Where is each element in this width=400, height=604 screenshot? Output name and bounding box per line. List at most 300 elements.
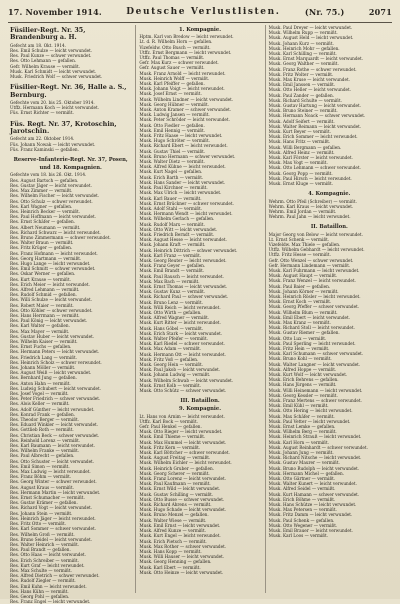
issue-number: (Nr. 75.) [304,7,345,17]
casualty-entry: Gefecht am 18. Okt. 1914. [10,42,66,48]
casualty-entry: Musk. Franz Wenzel — leicht verwundet. [268,278,356,284]
casualty-entry: Wehrm. Otto Pfeil (Schreiber) — vermißt. [268,198,357,204]
casualty-entry: Musk. Heinrich Dittrich — schwer verwundet. [139,247,238,253]
casualty-entry: Musk. Hans Göbel — vermißt. [139,325,204,331]
casualty-entry: Musk. Adolf Seifert — vermißt. [268,118,335,124]
casualty-entry: Res. Emil Schulze — leicht verwundet. [10,48,93,54]
casualty-entry: Musk. Hugo Schröter — vermißt. [139,138,210,144]
casualty-entry: Musk. Ernst Brückner — schwer verwundet. [139,200,234,206]
casualty-entry: Res. Josef Vogel — vermißt. [10,391,69,397]
casualty-entry: Musk. Franz Rothe — schwer verwundet. [268,66,357,72]
casualty-entry: Musk. Emil Brandt — vermißt. [139,268,205,274]
casualty-entry: Musk. Kurt Hamann — schwer verwundet. [268,491,360,497]
section-gap [10,116,131,119]
casualty-entry: Res. Hugo Lange — leicht verwundet. [10,260,91,266]
casualty-entry: Musk. Emil Brauer — leicht verwundet. [268,528,353,534]
casualty-entry: Res. Friedrich Lang — vermißt. [10,354,78,360]
casualty-entry: Musk. Willi Bergmann — gefallen. [268,144,342,150]
casualty-entry: Musk. Paul Baier — gefallen. [268,283,331,289]
casualty-entry: Musk. Otto Heller — leicht verwundet. [268,87,351,93]
casualty-entry: Musk. Richard Ebert — leicht verwundet. [139,143,228,149]
casualty-entry: Musk. Walter Langner — leicht verwundet. [268,361,361,367]
casualty-entry: Musk. Karl Schumann — schwer verwundet. [268,351,364,357]
casualty-entry: Res. Walter Braun — vermißt. [10,240,74,246]
casualty-entry: Lt. Ernst Schenk — vermißt. [268,236,330,242]
section-gap [269,219,390,222]
casualty-entry: Musk. Alfred Seidel — vermißt. [268,486,336,492]
casualty-entry: Vizefeldw. Max Thiele — gefallen. [268,241,341,247]
casualty-entry: Res. Paul Hoffmann — leicht verwundet. [10,214,97,220]
casualty-entry: Utffz. Karl Bock — vermißt. [139,418,198,424]
casualty-entry: Musk. Willi Hauser — leicht verwundet. [139,554,225,560]
casualty-entry: Res. Erich Schreiber — vermißt. [10,557,79,563]
casualty-entry: Res. Otto Schulz — schwer verwundet. [10,198,93,204]
section-gap [269,186,390,189]
casualty-entry: Musk. Richard Paul — schwer verwundet. [139,294,229,300]
casualty-entry: Musk. Hermann Michel — gefallen. [268,470,345,476]
casualty-entry: Musk. Bruno Hermann — schwer verwundet. [139,153,236,159]
casualty-entry: Res. Wilhelm Groß — vermißt. [10,531,75,537]
casualty-entry: Musk. Johann Ludwig — vermißt. [139,372,211,378]
casualty-entry: Musk. Karl Horn — vermißt. [268,439,329,445]
casualty-entry: Res. Walter Heinrich — vermißt. [10,541,80,547]
casualty-entry: Res. Ernst Schumacher — vermißt. [10,495,85,501]
casualty-entry: Res. August Kraus — vermißt. [10,484,74,490]
casualty-entry: Musk. Karl Pfeiffer — gefallen. [139,81,205,87]
casualty-entry: Musk. Alfred Wagner — vermißt. [139,315,210,321]
casualty-entry: Res. Bruno Seidel — leicht verwundet. [10,536,93,542]
casualty-entry: Musk. Franz Mertens — schwer verwundet. [268,398,362,404]
casualty-entry: Gefechte vom 18. bis 26. Okt. 1914. [10,172,87,178]
section-gap [10,79,131,82]
casualty-entry: Res. Eduard Winkler — leicht verwundet. [10,422,99,428]
casualty-entry: Musk. Adolf Stahl — vermißt. [139,205,203,211]
casualty-entry: Gefr. Hermann Lindemann — vermißt. [268,262,351,268]
casualty-entry: Musk. Georg Hein — vermißt. [139,362,204,367]
casualty-entry: Musk. Gustav Thiel — vermißt. [139,148,206,154]
casualty-entry: Res. Paul Kunze — schwer verwundet. [10,53,92,59]
casualty-entry: Musk. Ludwig Jansen — vermißt. [139,112,210,118]
casualty-entry: Musk. Heinrich Mohr — gefallen. [268,45,340,51]
casualty-entry: Musk. Karl Fuhrmann — leicht verwundet. [268,267,360,273]
casualty-entry: Musk. Walter Dietz — vermißt. [139,159,205,165]
casualty-entry: Res. Johann Stein — vermißt. [10,510,73,516]
casualty-entry: Res. Rudolf Schmid — gefallen. [10,292,77,298]
casualty-entry: Musk. Walter Reimann — leicht verwundet. [268,123,362,129]
casualty-entry: Musk. August Haupt — vermißt. [268,273,338,279]
casualty-entry: Res. Richard Vogt — leicht verwundet. [10,505,93,511]
casualty-entry: Musk. Richard Ahrens — vermißt. [139,502,212,508]
casualty-entry: Musk. Johann Kurz — vermißt. [268,40,334,46]
casualty-entry: Musk. Erich Stark — leicht verwundet. [139,330,223,336]
section-heading: 9. Kompagnie. [178,406,221,413]
casualty-entry: Utffz. Paul Thomas — vermißt. [139,55,205,61]
casualty-entry: Musk. Heinrich Strauß — leicht verwundet. [268,434,362,440]
casualty-entry: Musk. Hans Fritz — vermißt. [268,139,331,145]
casualty-entry: Musk. Franz Lorenz — leicht verwundet. [139,476,227,482]
casualty-entry: Res. Franz Böhm — vermißt. [10,474,72,480]
section-heading: II. Bataillon. [310,224,348,231]
casualty-entry: Musk. Friedrich Wolf — schwer verwundet. [10,74,103,80]
casualty-entry: Res. Gustav Jäger — leicht verwundet. [10,182,92,188]
casualty-entry: Musk. Karl Bauer — vermißt. [139,195,202,201]
casualty-entry: Res. Karl Sommer — schwer verwundet. [10,526,96,532]
casualty-entry: Musk. Johann Voigt — leicht verwundet. [139,86,225,92]
page-number: 2071 [368,7,392,17]
casualty-entry: Musk. Willi Heinemann — leicht verwundet. [268,387,363,393]
casualty-entry: Musk. Alfred Hoppe — vermißt. [268,366,337,372]
casualty-entry: Res. Bruno Zimmermann — schwer verwundet. [10,234,111,240]
casualty-entry: Musk. Wilhelm Gerlach — gefallen. [139,216,215,222]
casualty-entry: Musk. Paul Kaufmann — vermißt. [139,481,211,487]
page-header [8,4,392,20]
casualty-entry: Musk. Paul Jakob — leicht verwundet. [139,367,221,373]
casualty-entry: Musk. Gustav Schilling — vermißt. [139,491,214,497]
casualty-entry: Musk. Emil Thieme — vermißt. [139,434,206,440]
casualty-entry: Res. Heinrich Scholz — schwer verwundet. [10,359,102,365]
casualty-entry: Musk. Ernst Marquardt — leicht verwundet. [268,56,363,62]
columns-container [10,25,390,604]
casualty-entry: Musk. Erich Barth — vermißt. [139,174,204,180]
casualty-entry: Musk. Ernst Wild — leicht verwundet. [139,486,221,492]
casualty-entry: Musk. Paul Vetter — leicht verwundet. [268,418,351,424]
casualty-entry: Musk. Fritz Haase — leicht verwundet. [139,133,223,139]
casualty-entry: Musk. Hermann Wendt — leicht verwundet. [139,211,233,217]
casualty-entry: Musk. Max Vogt — vermißt. [268,160,328,166]
casualty-entry: Musk. Hans Kopp — vermißt. [139,548,202,554]
casualty-entry: Musk. Wilhelm Lindner — leicht verwundet. [139,96,234,102]
section-gap [10,152,131,155]
casualty-entry: Musk. Fritz Wolter — vermißt. [268,71,334,77]
casualty-entry: Musk. Willi Reich — leicht verwundet. [139,304,221,310]
casualty-entry: Musk. Kurt Engel — leicht verwundet. [139,533,221,539]
casualty-entry: Utffz. Ernst Bergmann — leicht verwundet. [139,49,232,55]
casualty-entry: Musk. Georg Hübner — vermißt. [139,101,210,107]
casualty-entry: Musk. Erich Böhme — vermißt. [268,496,336,502]
casualty-entry: Musk. Alfred Kühne — leicht verwundet. [139,164,226,170]
casualty-entry: Musk. Paul Hirsch — leicht verwundet. [268,175,352,181]
casualty-entry: Res. Karl Walter — gefallen. [10,323,70,329]
casualty-entry: Musk. Ernst Kluge — vermißt. [268,181,334,187]
casualty-entry: Gefr. August Sauer — vermißt. [139,65,205,71]
casualty-entry: Musk. Johann Körner — vermißt. [268,288,339,294]
casualty-entry: Res. Peter Friedrich — schwer verwundet. [10,396,101,402]
casualty-entry: Musk. Emil Ebert — leicht verwundet. [268,314,350,320]
column-3 [265,25,390,593]
casualty-entry: Res. Fritz Otto — vermißt. [10,521,67,527]
casualty-entry: Musk. Josef Ernst — vermißt. [139,91,202,97]
casualty-entry: Musk. Paul Sperling — leicht verwundet. [268,340,356,346]
column-1 [10,25,131,604]
casualty-entry: Res. Gottlieb Roth — vermißt. [10,427,74,433]
casualty-entry: Musk. Emil Hennig — vermißt. [139,127,206,133]
casualty-entry: Gefechte vom 20. bis 25. Oktober 1914. [10,100,95,106]
casualty-entry: Lt. Hans von Arnim — leicht verwundet. [139,413,225,419]
casualty-entry: Musk. Karl Loos — vermißt. [268,533,329,539]
casualty-entry: Musk. August Freitag — vermißt. [139,455,211,461]
casualty-entry: Vizefeldw. Otto Busch — vermißt. [139,44,211,50]
casualty-entry: Res. Albert Neumann — vermißt. [10,224,81,230]
casualty-entry: Res. Max Ludwig — leicht verwundet. [10,469,91,475]
casualty-entry: Musk. Wilhelm Berg — vermißt. [268,429,337,435]
casualty-entry: Musk. Otto Gärtner — vermißt. [268,476,336,482]
casualty-entry: Musk. Otto Wegener — vermißt. [268,522,338,528]
casualty-entry: Musk. Richard Schulte — vermißt. [268,97,342,103]
section-heading: Reserve-Infanterie-Regt. Nr. 37, Posen, [13,157,128,164]
casualty-entry: Musk. Otto Busse — schwer verwundet. [139,496,225,502]
casualty-entry: Res. Ernst Fuchs — gefallen. [10,344,72,350]
casualty-entry: Musk. Gustav Hartung — leicht verwundet. [268,103,362,109]
casualty-entry: Res. Kurt Krause — vermißt. [10,276,71,282]
issue-date: 17. November 1914. [8,7,102,17]
casualty-entry: Res. Otto Schuster — leicht verwundet. [10,458,95,464]
casualty-entry: Musk. Karl Franz — vermißt. [139,252,202,258]
casualty-entry: Musk. Otto Wirth — gefallen. [139,309,202,315]
section-heading: 1. Kompagnie. [178,27,221,33]
casualty-entry: Musk. Wilhelm Rupp — vermißt. [268,30,338,36]
casualty-entry: Musk. Hermann Ott — leicht verwundet. [139,351,226,357]
casualty-entry: Res. Emil Simon — vermißt. [10,463,70,469]
casualty-entry: Musk. Hugo Schade — leicht verwundet. [139,507,227,513]
casualty-entry: Musk. Alfred Heinz — vermißt. [268,149,335,155]
casualty-entry: Musk. Johann Jung — vermißt. [268,450,334,456]
casualty-entry: Res. Bernhard Jung — gefallen. [10,375,77,381]
casualty-entry: Res. August Weiß — leicht verwundet. [10,370,92,376]
casualty-entry: Musk. Ernst Koch — vermißt. [268,299,332,305]
casualty-entry: Musk. Heinrich Gruber — gefallen. [139,465,214,471]
casualty-entry: Gefr. Max Kurz — schwer verwundet. [139,60,219,66]
casualty-entry: Res. Karl Baumann — leicht verwundet. [10,443,95,449]
casualty-entry: Musk. Walter Wiese — vermißt. [139,517,207,523]
regiment-heading: Füs. Regt. Nr. 37, Krotoschin, Jarotschin. [10,119,117,136]
casualty-entry: Res. Fritz Krüger — gefallen. [10,245,73,251]
casualty-entry: Musk. Georg Scherer — vermißt. [139,470,210,476]
casualty-entry: Lt. d. R. Wilhelm Horn — gefallen. [139,39,213,45]
casualty-entry: Musk. Otto Lux — vermißt. [268,335,327,341]
casualty-entry: Res. Erich Meier — leicht verwundet. [10,281,90,287]
casualty-entry: Musk. August Held — leicht verwundet. [268,35,354,41]
casualty-entry: Res. Franz Engel — leicht verwundet. [10,599,91,604]
casualty-entry: Res. Richard Schwarz — leicht verwundet. [10,229,101,235]
casualty-entry: Res. Reinhold Lorenz — vermißt. [10,437,81,443]
casualty-entry: Res. Otto Köhler — schwer verwundet. [10,307,93,313]
casualty-entry: Musk. Otto Schütz — schwer verwundet. [139,388,227,394]
casualty-entry: Res. Konrad Frank — gefallen. [10,411,76,417]
casualty-entry: Musk. Heinrich Wolff — vermißt. [139,75,210,81]
column-2 [135,25,260,593]
casualty-entry: Res. Hermann Martin — leicht verwundet. [10,489,101,495]
casualty-entry: Musk. Otto Rieger — leicht verwundet. [139,429,223,435]
casualty-entry: Musk. Friedrich Berndt — vermißt. [139,231,215,237]
casualty-entry: Musk. Max Hummel — leicht verwundet. [139,439,227,445]
regiment-heading: Füsilier-Regt. Nr. 35, Brandenburg a. H. [10,26,86,42]
casualty-entry: Musk. Paul Kirchner — vermißt. [139,185,208,191]
casualty-entry: Musk. Wilhelm Schwab — leicht verwundet. [139,377,234,383]
casualty-entry: Musk. Richard Stoll — leicht verwundet. [268,325,355,331]
casualty-entry: Musk. Otto Lehmann — schwer verwundet. [268,165,361,171]
casualty-entry: Musk. Bruno Menzel — gefallen. [139,512,209,518]
casualty-entry: Res. Georg Winter — schwer verwundet. [10,479,97,485]
casualty-entry: Füs. Franz Kaminski — gefallen. [10,146,79,152]
casualty-entry: Musk. Georg Popp — vermißt. [268,170,333,176]
casualty-entry: Musk. Max Kranz — vermißt. [268,319,331,325]
section-heading: III. Bataillon. [180,398,220,405]
casualty-entry: Musk. Otto Fiedler — gefallen. [139,122,205,128]
casualty-entry: Res. Johann Möller — vermißt. [10,365,76,370]
casualty-entry: Res. Kurt Graf — leicht verwundet. [10,562,85,568]
casualty-entry: Res. Otto Haas — leicht verwundet. [10,552,86,558]
casualty-entry: Musk. Fritz Kern — vermißt. [139,444,201,450]
casualty-entry: Musk. August Reinhardt — schwer verwundet. [268,444,368,450]
casualty-entry: Musk. Gustav Maurer — vermißt. [268,460,340,466]
casualty-entry: Res. Wilhelm Kaiser — vermißt. [10,338,78,344]
casualty-entry: Musk. Gustav Kunz — vermißt. [139,289,206,295]
casualty-entry: Res. Georg Hartmann — vermißt. [10,255,82,261]
casualty-entry: Res. Paul Albrecht — gefallen. [10,453,75,459]
casualty-entry: Musk. Paul Schenk — gefallen. [268,517,335,523]
casualty-entry: Musk. Walter Kunert — leicht verwundet. [268,481,357,487]
casualty-entry: Musk. Paul Zander — gefallen. [268,92,334,98]
casualty-entry: Res. Ludwig Schubert — leicht verwundet. [10,385,102,391]
casualty-entry: Füs. Ernst Richter — vermißt. [10,110,74,116]
casualty-entry: Res. Max Zimmer — vermißt. [10,188,73,194]
casualty-entry: Musk. Karl Ebert — vermißt. [139,564,201,570]
header-rule [8,22,392,23]
section-heading: und 18. Kompagnien. [39,165,102,172]
casualty-entry: Musk. Fritz Damm — leicht verwundet. [268,512,353,518]
casualty-entry: Res. Karl Wagner — gefallen. [10,203,73,209]
casualty-entry: Res. Anton Hahn — vermißt. [10,380,71,386]
casualty-entry: Gefecht am 22. Oktober 1914. [10,136,75,142]
casualty-entry: Musk. Ernst Kolb — vermißt. [139,382,201,388]
casualty-entry: Res. Ernst Schäfer — gefallen. [10,219,76,225]
casualty-entry: Musk. Georg Kessler — vermißt. [268,392,338,398]
casualty-entry: Utffz. Wilhelm Gebhardt — leicht verwundet. [268,247,365,253]
casualty-entry: Res. Max Mayer — vermißt. [10,328,70,334]
casualty-entry: Musk. Kurt Beyer — vermißt. [268,129,331,135]
casualty-entry: Res. Paul König — leicht verwundet. [10,318,88,324]
regiment-heading: Füsilier-Regt. Nr. 36, Halle a. S., Bernburg. [10,83,127,99]
casualty-entry: Res. Alfred Dietrich — schwer verwundet. [10,573,100,579]
casualty-entry: Musk. Fritz Voß — gefallen. [139,356,199,362]
casualty-entry: Res. Franz Hofmann — leicht verwundet. [10,250,98,256]
casualty-entry: Musk. Gustav Riemer — gefallen. [268,330,340,336]
casualty-entry: Musk. Bruno Lenz — vermißt. [139,299,203,305]
casualty-entry: Res. Robert Maier — vermißt. [10,302,74,308]
casualty-entry: Musk. Max Petersen — vermißt. [268,507,337,513]
casualty-entry: Musk. Johann Kraft — vermißt. [139,242,206,248]
casualty-entry: Musk. Karl Böttcher — schwer verwundet. [139,450,230,456]
casualty-entry: Utffz. Fritz Hesse — vermißt. [268,252,331,258]
section-gap [139,393,260,396]
casualty-entry: Gefr. Otto Wenzel — schwer verwundet. [268,257,354,263]
casualty-entry: Musk. Max Rother — schwer verwundet. [139,543,227,549]
casualty-entry: Musk. Kurt Ritter — leicht verwundet. [139,320,221,326]
casualty-entry: Musk. Karl Schmidt — leicht verwundet. [10,68,97,74]
casualty-entry: Res. Paul Brandt — gefallen. [10,547,71,553]
casualty-entry: Musk. Georg Pfeffer — schwer verwundet. [268,304,360,310]
casualty-entry: Musk. Georg Henning — gefallen. [139,559,212,565]
casualty-entry: Musk. Hans Jürgens — vermißt. [268,382,337,388]
casualty-entry: Utffz. Hermann Koch — leicht verwundet. [10,105,100,111]
casualty-entry: Musk. Max Bach — vermißt. [139,278,200,284]
casualty-entry: Musk. Ernst Lemke — gefallen. [268,424,336,430]
casualty-entry: Musk. Hans Sander — leicht verwundet. [139,179,226,185]
casualty-entry: Res. Otto Lehmann — gefallen. [10,58,77,64]
casualty-entry: Musk. Georg Walther — vermißt. [268,61,339,67]
casualty-entry: Musk. Max Adam — vermißt. [139,346,202,352]
casualty-entry: Res. Wilhelm Fischer — leicht verwundet. [10,193,100,199]
casualty-entry: Musk. Paul Rausch — leicht verwundet. [139,273,224,279]
casualty-entry: Musk. Alfred Kunze — vermißt. [139,528,206,534]
casualty-entry: Res. Willi Schulze — leicht verwundet. [10,297,93,303]
casualty-entry: Musk. August Hesse — leicht verwundet. [139,237,227,243]
casualty-entry: Musk. Ernst Thomas — leicht verwundet. [139,283,228,289]
casualty-entry: Res. Hans Kühn — vermißt. [10,588,69,594]
casualty-entry: Res. Adolf Günther — leicht verwundet. [10,406,95,412]
casualty-entry: Major Georg von Below — leicht verwundet. [268,231,363,237]
casualty-entry: Res. Alfred Lehmann — vermißt. [10,286,80,292]
casualty-entry: Musk. Peter Schröder — leicht verwundet. [139,117,230,123]
casualty-entry: Musk. Max Schäfer — vermißt. [268,413,335,419]
masthead-title: Deutsche Verlustlisten. [126,7,281,17]
casualty-entry: Res. Hans Herrmann — vermißt. [10,312,80,318]
casualty-entry: Musk. Erich Sommer — leicht verwundet. [268,134,358,140]
casualty-entry: Res. Theodor Berger — vermißt. [10,417,79,423]
casualty-entry: Musk. Kurt Wolf — leicht verwundet. [268,372,348,377]
casualty-entry: Res. Oskar Werner — gefallen. [10,271,76,277]
casualty-entry: Res. Wilhelm Franke — vermißt. [10,448,80,454]
casualty-entry: Gefr. Paul Henkel — gefallen. [139,424,202,430]
casualty-entry: Res. Hermann Peters — leicht verwundet. [10,349,100,355]
casualty-entry: Musk. Karl Schilling — vermißt. [268,51,337,57]
casualty-entry: Wehrm. Paul Jahn — leicht verwundet. [268,214,351,220]
casualty-entry: Musk. Emil Ernst — leicht verwundet. [139,522,221,528]
casualty-entry: Musk. Kurt Nagel — gefallen. [139,169,203,175]
section-heading: 4. Kompagnie. [308,191,351,198]
casualty-entry: Res. Alois Keller — vermißt. [10,401,70,407]
casualty-entry: Wehrm. Emil Jordan — vermißt. [268,208,337,214]
casualty-entry: Musk. Franz Arnold — leicht verwundet. [139,70,226,76]
casualty-entry: Musk. Franz Geyer — gefallen. [139,263,206,269]
casualty-entry: Musk. Max Ulrich — leicht verwundet. [139,190,222,196]
casualty-entry: Gefr. Wilhelm Krause — vermißt. [10,63,81,69]
casualty-entry: Res. Georg Pohl — gefallen. [10,593,70,599]
casualty-entry: Musk. Wilhelm Eichler — leicht verwundet. [139,460,232,466]
casualty-entry: Musk. Paul Dreyer — leicht verwundet. [268,25,353,30]
casualty-entry: Res. Heinrich Becker — vermißt. [10,208,81,214]
casualty-entry: Musk. Bruno Steiner — vermißt. [268,108,338,114]
casualty-entry: Res. Gustav Huber — leicht verwundet. [10,333,95,339]
casualty-entry: Res. August Bartsch — gefallen. [10,177,79,183]
casualty-entry: Musk. Wilhelm Blum — vermißt. [268,309,338,315]
casualty-entry: Musk. Heinrich Rösler — leicht verwundet. [268,293,361,299]
casualty-entry: Füs. Johann Nowak — leicht verwundet. [10,141,96,147]
casualty-entry: Musk. Hermann Noack — schwer verwundet. [268,113,366,119]
casualty-entry: Musk. Hans Schütze — leicht verwundet. [268,502,357,508]
casualty-entry: Wehrm. Karl Kraus — leicht verwundet. [268,203,354,209]
casualty-entry: Musk. Fritz Hein — vermißt. [268,345,330,351]
casualty-entry: Res. Emil Schmitt — schwer verwundet. [10,266,96,272]
casualty-entry: Musk. Erich Pietsch — vermißt. [139,538,207,544]
casualty-entry: Musk. Walter Pfeifer — vermißt. [139,335,208,341]
casualty-entry: Musk. Georg Reuter — leicht verwundet. [139,257,227,263]
casualty-entry: Res. Max Schulte — vermißt. [10,567,72,573]
casualty-entry: Musk. Max Kruse — leicht verwundet. [268,77,350,83]
casualty-entry: Res. Christian Beck — schwer verwundet. [10,432,100,438]
casualty-entry: Res. Heinrich Jäger — leicht verwundet. [10,515,96,521]
casualty-entry: Musk. Karl Riedel — schwer verwundet. [139,341,225,347]
